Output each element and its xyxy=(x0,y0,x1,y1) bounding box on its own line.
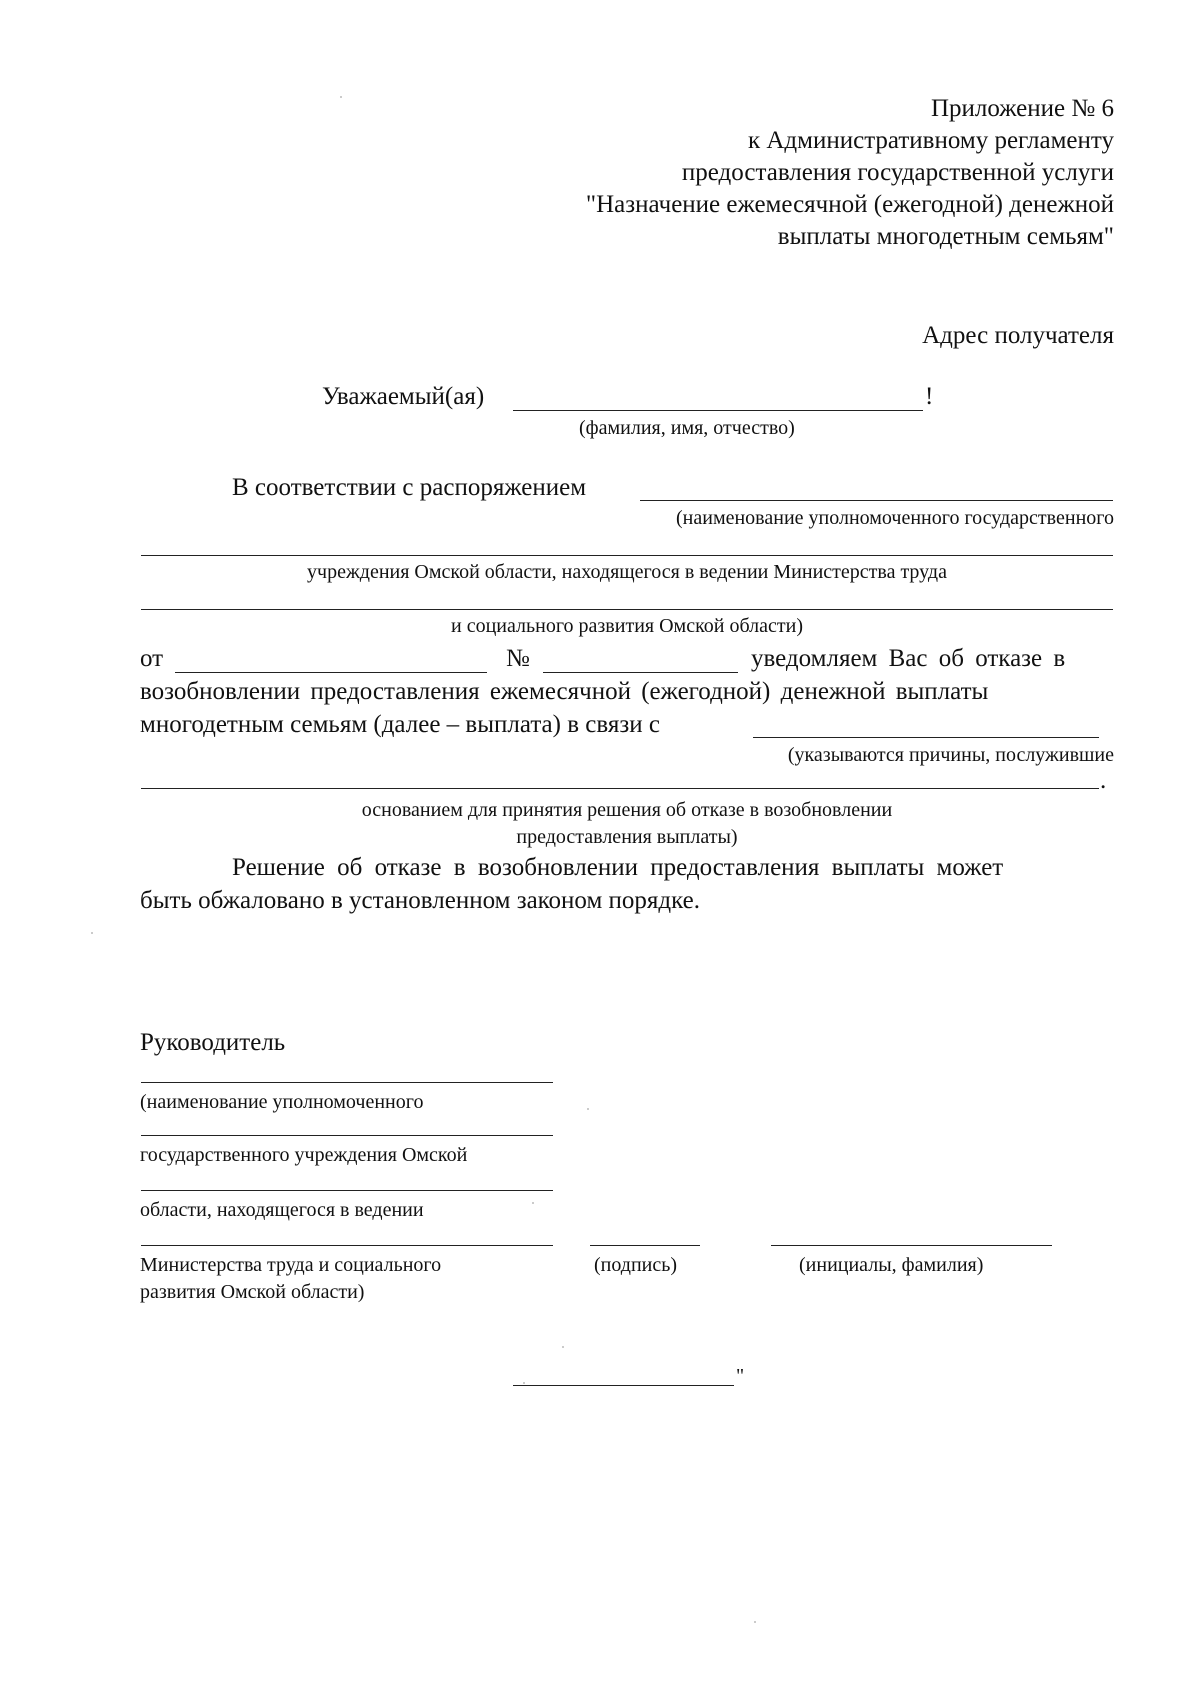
org-name-line-2 xyxy=(141,1135,553,1136)
reason-hint-3: предоставления выплаты) xyxy=(516,826,738,848)
appeal-line-2: быть обжаловано в установленном законом порядке. xyxy=(140,887,700,914)
sig-org-hint-1: (наименование уполномоченного xyxy=(140,1091,424,1113)
reason-blank-1 xyxy=(753,737,1099,738)
order-date-blank xyxy=(175,672,487,673)
recipient-address-label: Адрес получателя xyxy=(922,322,1114,349)
initials-hint: (инициалы, фамилия) xyxy=(799,1254,984,1276)
scan-speck xyxy=(587,1108,589,1110)
org-hint-1: (наименование уполномоченного государственного xyxy=(676,507,1114,529)
date-line xyxy=(513,1385,734,1386)
body-line-3: многодетным семьям (далее – выплата) в связи с xyxy=(140,711,660,738)
sig-org-hint-4: Министерства труда и социального xyxy=(140,1254,442,1276)
scan-speck xyxy=(523,1382,525,1384)
body-line-2: возобновлении предоставления ежемесячной (ежегодной) денежной выплаты xyxy=(140,678,989,705)
scan-speck xyxy=(754,1621,756,1623)
sig-org-hint-5: развития Омской области) xyxy=(140,1281,365,1303)
reason-period: . xyxy=(1100,767,1107,794)
order-lead-text: В соответствии с распоряжением xyxy=(232,474,587,501)
appendix-service-ref: предоставления государственной услуги xyxy=(681,159,1114,186)
from-label: от xyxy=(140,645,164,672)
scan-speck xyxy=(562,1346,564,1348)
date-quote-mark: " xyxy=(736,1365,745,1387)
sig-org-hint-3: области, находящегося в ведении xyxy=(140,1199,424,1221)
salutation-exclamation: ! xyxy=(925,383,934,410)
org-name-line-4 xyxy=(141,1245,553,1246)
org-hint-2: учреждения Омской области, находящегося в ведении Министерства труда xyxy=(307,561,947,583)
org-hint-3: и социального развития Омской области) xyxy=(450,615,803,637)
appeal-line-1: Решение об отказе в возобновлении предоставления выплаты может xyxy=(232,854,1004,881)
recipient-name-blank xyxy=(513,410,923,411)
org-name-line-3 xyxy=(141,1190,553,1191)
sig-org-hint-2: государственного учреждения Омской xyxy=(140,1144,468,1166)
scan-speck xyxy=(532,1202,534,1204)
initials-line xyxy=(771,1245,1052,1246)
order-org-blank xyxy=(640,500,1113,501)
appendix-number: Приложение № 6 xyxy=(930,95,1114,122)
org-blank-2 xyxy=(141,555,1113,556)
appendix-regulation-ref: к Административному регламенту xyxy=(747,127,1114,154)
reason-hint-1: (указываются причины, послужившие xyxy=(787,744,1114,766)
head-label: Руководитель xyxy=(140,1029,286,1056)
reason-blank-2 xyxy=(141,788,1099,789)
signature-line xyxy=(590,1245,700,1246)
appendix-service-title-1: "Назначение ежемесячной (ежегодной) денежной xyxy=(585,191,1114,218)
appendix-service-title-2: выплаты многодетным семьям" xyxy=(777,223,1114,250)
recipient-name-hint: (фамилия, имя, отчество) xyxy=(579,417,795,439)
org-blank-3 xyxy=(141,609,1113,610)
number-label: № xyxy=(506,645,530,672)
reason-hint-2: основанием для принятия решения об отказе в возобновлении xyxy=(361,799,893,821)
org-name-line-1 xyxy=(141,1082,553,1083)
salutation-text: Уважаемый(ая) xyxy=(322,383,485,410)
scan-speck xyxy=(91,932,93,934)
signature-hint: (подпись) xyxy=(594,1254,678,1276)
scan-speck xyxy=(340,96,342,98)
notify-text: уведомляем Вас об отказе в xyxy=(751,645,1066,672)
order-number-blank xyxy=(543,672,738,673)
